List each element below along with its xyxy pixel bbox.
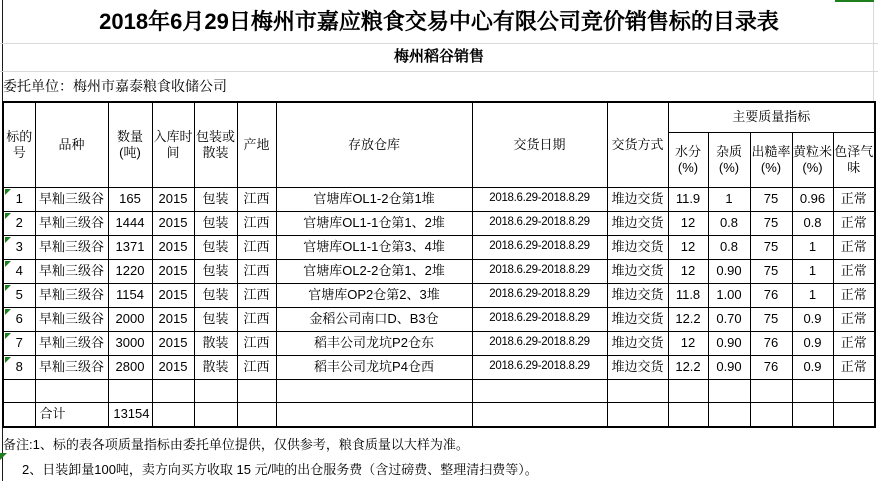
cell-warehouse[interactable] [276,211,472,235]
cell-variety[interactable] [35,307,108,331]
cell-qty[interactable] [108,235,152,259]
cell-impurity[interactable] [708,235,750,259]
cell-warehouse[interactable] [276,259,472,283]
cell-value: 正常 [840,263,867,279]
empty-cell[interactable] [237,402,276,427]
cell-qty[interactable] [108,355,152,379]
cell-method[interactable] [607,283,668,307]
cell-pack[interactable] [194,283,237,307]
cell-value: 正常 [840,287,867,303]
consignor-label: 委托单位：梅州市嘉泰粮食收储公司 [3,78,227,94]
cell-no[interactable] [3,259,35,283]
cell-value: 堆边交货 [611,239,664,255]
cell-warehouse[interactable] [276,331,472,355]
empty-cell[interactable] [750,402,792,427]
empty-cell[interactable] [276,379,472,402]
cell-value: 江西 [243,359,270,375]
empty-cell[interactable] [708,402,750,427]
empty-cell[interactable] [152,379,194,402]
cell-value: 0.9 [803,311,822,327]
cell-value: 早籼三级谷 [38,359,104,375]
cell-value: 76 [763,335,779,351]
error-triangle-icon [5,189,11,195]
cell-rate[interactable] [750,235,792,259]
cell-no[interactable] [3,355,35,379]
table-row [3,307,875,331]
cell-value: 2018.6.29-2018.8.29 [489,216,590,229]
cell-impurity[interactable] [708,283,750,307]
note-1: 备注:1、标的表各项质量指标由委托单位提供，仅供参考，粮食质量以大样为准。 [3,437,469,452]
cell-value: 稻丰公司龙坑P2仓东 [314,335,434,351]
cell-value: 江西 [243,263,270,279]
cell-value: 正常 [840,311,867,327]
cell-impurity[interactable] [708,331,750,355]
cell-origin[interactable] [237,187,276,211]
cell-variety[interactable] [35,283,108,307]
cell-color[interactable] [833,307,875,331]
cell-moisture[interactable] [668,307,708,331]
cell-value: 江西 [243,215,270,231]
empty-cell[interactable] [668,402,708,427]
error-triangle-icon [0,453,7,460]
cell-method[interactable] [607,259,668,283]
cell-moisture[interactable] [668,211,708,235]
empty-cell[interactable] [472,402,607,427]
cell-value: 3000 [115,335,145,351]
column-header-storage-year[interactable]: 入库时间 [152,102,194,187]
cell-value: 0.9 [803,359,822,375]
empty-cell[interactable] [607,379,668,402]
cell-warehouse[interactable] [276,307,472,331]
column-header-packing[interactable]: 包装或散装 [194,102,237,187]
table-row [3,259,875,283]
column-header-delivery-method[interactable]: 交货方式 [607,102,668,187]
cell-value: 官塘库OL1-1仓第3、4堆 [303,239,445,255]
empty-cell[interactable] [833,379,875,402]
cell-yellow[interactable] [792,307,833,331]
cell-color[interactable] [833,235,875,259]
cell-value: 堆边交货 [611,215,664,231]
empty-cell[interactable] [276,402,472,427]
cell-value: 75 [763,215,779,231]
cell-value: 2018.6.29-2018.8.29 [489,192,590,205]
table-row [3,283,875,307]
cell-value: 江西 [243,239,270,255]
empty-cell[interactable] [3,379,35,402]
cell-value: 散装 [202,359,229,375]
error-triangle-icon [5,333,11,339]
cell-color[interactable] [833,331,875,355]
cell-value: 散装 [202,335,229,351]
cell-value: 7 [15,335,23,351]
cell-year[interactable] [152,211,194,235]
cell-rate[interactable] [750,211,792,235]
table-row [3,187,875,211]
cell-value: 0.8 [719,239,739,255]
cell-value: 堆边交货 [611,191,664,207]
cell-color[interactable] [833,211,875,235]
cell-variety[interactable] [35,331,108,355]
error-triangle-icon [5,285,11,291]
cell-warehouse[interactable] [276,355,472,379]
cell-moisture[interactable] [668,355,708,379]
cell-value: 官塘库OL2-2仓第1、2堆 [303,263,445,279]
cell-value: 2015 [158,335,188,351]
column-header-origin[interactable]: 产地 [237,102,276,187]
cell-value: 76 [763,359,779,375]
cell-origin[interactable] [237,307,276,331]
cell-origin[interactable] [237,211,276,235]
cell-year[interactable] [152,259,194,283]
cell-method[interactable] [607,331,668,355]
table-row [3,235,875,259]
empty-cell[interactable] [792,379,833,402]
cell-impurity[interactable] [708,355,750,379]
cell-value: 堆边交货 [611,359,664,375]
column-header-milling-rate[interactable]: 出糙率(%) [750,132,792,187]
cell-yellow[interactable] [792,187,833,211]
cell-value: 正常 [840,191,867,207]
cell-value: 11.9 [675,191,701,207]
page-title: 2018年6月29日梅州市嘉应粮食交易中心有限公司竞价销售标的目录表 [99,9,779,34]
cell-year[interactable] [152,331,194,355]
cell-value: 包装 [202,311,229,327]
error-triangle-icon [5,357,11,363]
cell-rate[interactable] [750,187,792,211]
cell-no[interactable] [3,331,35,355]
cell-value: 2000 [115,311,145,327]
cell-value: 2018.6.29-2018.8.29 [489,264,590,277]
cell-value: 2018.6.29-2018.8.29 [489,360,590,373]
cell-value: 2018.6.29-2018.8.29 [489,288,590,301]
cell-value: 正常 [840,359,867,375]
cell-origin[interactable] [237,283,276,307]
cell-value: 2015 [158,287,188,303]
cell-value: 江西 [243,335,270,351]
cell-value: 早籼三级谷 [38,239,104,255]
cell-rate[interactable] [750,331,792,355]
empty-cell[interactable] [237,379,276,402]
empty-cell[interactable] [35,379,108,402]
cell-warehouse[interactable] [276,187,472,211]
empty-cell[interactable] [668,379,708,402]
cell-method[interactable] [607,235,668,259]
cell-rate[interactable] [750,283,792,307]
cell-date[interactable] [472,283,607,307]
cell-value: 包装 [202,191,229,207]
empty-row [3,379,875,402]
cell-origin[interactable] [237,259,276,283]
cell-no[interactable] [3,307,35,331]
cell-value: 2800 [115,359,145,375]
cell-value: 早籼三级谷 [38,311,104,327]
cell-value: 堆边交货 [611,263,664,279]
cell-value: 76 [763,287,779,303]
cell-value: 75 [763,263,779,279]
page-subtitle: 梅州稻谷销售 [393,48,484,65]
column-header-delivery-date[interactable]: 交货日期 [472,102,607,187]
cell-value: 0.9 [803,335,822,351]
table-row [3,331,875,355]
cell-qty[interactable] [108,187,152,211]
cell-value: 0.96 [799,191,826,207]
cell-no[interactable] [3,235,35,259]
cell-date[interactable] [472,187,607,211]
cell-impurity[interactable] [708,307,750,331]
cell-year[interactable] [152,283,194,307]
cell-qty[interactable] [108,307,152,331]
cell-value: 堆边交货 [611,335,664,351]
cell-value: 75 [763,311,779,327]
column-header-yellow-grain[interactable]: 黄粒米(%) [792,132,833,187]
cell-value: 早籼三级谷 [38,287,104,303]
cell-value: 4 [15,263,23,279]
empty-cell[interactable] [708,379,750,402]
cell-value: 1444 [115,215,145,231]
cell-value: 早籼三级谷 [38,191,104,207]
cell-yellow[interactable] [792,355,833,379]
cell-value: 0.90 [716,335,742,351]
cell-value: 江西 [243,191,270,207]
cell-value: 正常 [840,215,867,231]
cell-value: 165 [119,191,141,207]
cell-value: 2015 [158,239,188,255]
table-body [3,187,875,379]
cell-origin[interactable] [237,355,276,379]
total-row [3,402,875,427]
cell-value: 11.8 [675,287,701,303]
empty-cell[interactable] [607,402,668,427]
cell-yellow[interactable] [792,235,833,259]
cell-value: 12 [680,335,696,351]
cell-value: 1154 [116,287,144,303]
header-row-1 [3,102,875,132]
cell-value: 堆边交货 [611,287,664,303]
cell-value: 包装 [202,215,229,231]
empty-cell[interactable] [472,379,607,402]
cell-value: 堆边交货 [611,311,664,327]
empty-cell[interactable] [194,402,237,427]
cell-year[interactable] [152,187,194,211]
cell-value: 1 [15,191,23,207]
cell-value: 正常 [840,335,867,351]
column-header-variety[interactable]: 品种 [35,102,108,187]
cell-value: 2 [15,215,23,231]
cell-value: 12.2 [675,311,701,327]
cell-value: 早籼三级谷 [38,263,104,279]
empty-cell[interactable] [792,402,833,427]
cell-pack[interactable] [194,235,237,259]
cell-date[interactable] [472,355,607,379]
cell-value: 正常 [840,239,867,255]
cell-variety[interactable] [35,355,108,379]
cell-value: 早籼三级谷 [38,215,104,231]
cell-date[interactable] [472,259,607,283]
cell-moisture[interactable] [668,259,708,283]
cell-impurity[interactable] [708,187,750,211]
cell-value: 金稻公司南口D、B3仓 [309,311,439,327]
cell-value: 包装 [202,263,229,279]
cell-value: 75 [763,239,779,255]
cell-value: 官塘库OL1-2仓第1堆 [313,191,435,207]
cell-color[interactable] [833,355,875,379]
cell-value: 江西 [243,287,270,303]
cell-value: 1371 [115,239,145,255]
column-header-color-odor[interactable]: 色泽气味 [833,132,875,187]
cell-value: 2018.6.29-2018.8.29 [489,240,590,253]
cell-value: 2015 [158,359,188,375]
cell-value: 12 [680,215,696,231]
cell-value: 1 [725,191,733,207]
cell-yellow[interactable] [792,331,833,355]
cell-no[interactable] [3,283,35,307]
cell-variety[interactable] [35,259,108,283]
cell-value: 75 [763,191,779,207]
column-header-quality-group[interactable]: 主要质量指标 [668,102,875,132]
empty-cell[interactable] [152,402,194,427]
column-header-moisture[interactable]: 水分(%) [668,132,708,187]
cell-value: 2015 [158,311,188,327]
total-label[interactable]: 合计 [35,402,108,427]
empty-cell[interactable] [108,379,152,402]
cell-value: 2015 [158,263,188,279]
cell-pack[interactable] [194,307,237,331]
cell-date[interactable] [472,307,607,331]
empty-cell[interactable] [3,402,35,427]
cell-value: 12.2 [675,359,701,375]
error-triangle-icon [5,213,11,219]
cell-value: 1.00 [716,287,742,303]
cell-pack[interactable] [194,211,237,235]
cell-year[interactable] [152,355,194,379]
cell-value: 6 [15,311,23,327]
column-header-impurity[interactable]: 杂质(%) [708,132,750,187]
cell-no[interactable] [3,211,35,235]
column-header-warehouse[interactable]: 存放仓库 [276,102,472,187]
cell-origin[interactable] [237,235,276,259]
cell-pack[interactable] [194,355,237,379]
cell-date[interactable] [472,211,607,235]
cell-moisture[interactable] [668,235,708,259]
cell-impurity[interactable] [708,259,750,283]
cell-date[interactable] [472,331,607,355]
cell-yellow[interactable] [792,259,833,283]
cell-rate[interactable] [750,307,792,331]
cell-value: 1 [808,263,817,279]
cell-method[interactable] [607,355,668,379]
cell-yellow[interactable] [792,211,833,235]
cell-color[interactable] [833,283,875,307]
cell-value: 5 [15,287,23,303]
cell-value: 2015 [158,215,188,231]
cell-value: 12 [680,263,696,279]
cell-pack[interactable] [194,187,237,211]
cell-variety[interactable] [35,187,108,211]
total-quantity[interactable]: 13154 [108,402,152,427]
cell-no[interactable] [3,187,35,211]
error-triangle-icon [5,309,11,315]
cell-moisture[interactable] [668,187,708,211]
cell-method[interactable] [607,211,668,235]
cell-date[interactable] [472,235,607,259]
cell-qty[interactable] [108,331,152,355]
empty-cell[interactable] [194,379,237,402]
cell-value: 江西 [243,311,270,327]
cell-value: 0.8 [803,215,822,231]
cell-value: 包装 [202,287,229,303]
cell-value: 12 [680,239,696,255]
cell-qty[interactable] [108,259,152,283]
cell-value: 0.90 [716,263,742,279]
empty-cell[interactable] [833,402,875,427]
cell-pack[interactable] [194,259,237,283]
cell-value: 0.8 [719,215,739,231]
cell-color[interactable] [833,259,875,283]
cell-value: 2018.6.29-2018.8.29 [489,336,590,349]
cell-variety[interactable] [35,235,108,259]
cell-value: 1 [808,239,817,255]
error-triangle-icon [5,237,11,243]
column-header-lot-no[interactable]: 标的号 [3,102,35,187]
empty-cell[interactable] [750,379,792,402]
cell-value: 官塘库OP2仓第2、3堆 [308,287,440,303]
cell-color[interactable] [833,187,875,211]
cell-moisture[interactable] [668,331,708,355]
cell-qty[interactable] [108,283,152,307]
cell-value: 3 [15,239,23,255]
cell-variety[interactable] [35,211,108,235]
note-2: 2、日装卸量100吨，卖方向买方收取 15 元/吨的出仓服务费（含过磅费、整理清扫费等）。 [22,462,538,477]
cell-value: 0.90 [716,359,742,375]
cell-method[interactable] [607,307,668,331]
cell-value: 稻丰公司龙坑P4仓西 [314,359,434,375]
cell-value: 2015 [158,191,188,207]
cell-value: 1220 [115,263,145,279]
cell-value: 2018.6.29-2018.8.29 [489,312,590,325]
table-row [3,211,875,235]
cell-impurity[interactable] [708,211,750,235]
cell-pack[interactable] [194,331,237,355]
column-header-quantity[interactable]: 数量(吨) [108,102,152,187]
cell-warehouse[interactable] [276,283,472,307]
cell-year[interactable] [152,307,194,331]
table-row [3,355,875,379]
cell-method[interactable] [607,187,668,211]
cell-moisture[interactable] [668,283,708,307]
cell-rate[interactable] [750,355,792,379]
cell-value: 1 [808,287,817,303]
cell-year[interactable] [152,235,194,259]
cell-value: 0.70 [716,311,742,327]
cell-value: 早籼三级谷 [38,335,104,351]
cell-origin[interactable] [237,331,276,355]
cell-value: 包装 [202,239,229,255]
cell-value: 官塘库OL1-1仓第1、2堆 [303,215,445,231]
error-triangle-icon [5,261,11,267]
cell-yellow[interactable] [792,283,833,307]
cell-rate[interactable] [750,259,792,283]
cell-warehouse[interactable] [276,235,472,259]
cell-qty[interactable] [108,211,152,235]
catalog-table [2,101,876,428]
cell-value: 8 [15,359,23,375]
